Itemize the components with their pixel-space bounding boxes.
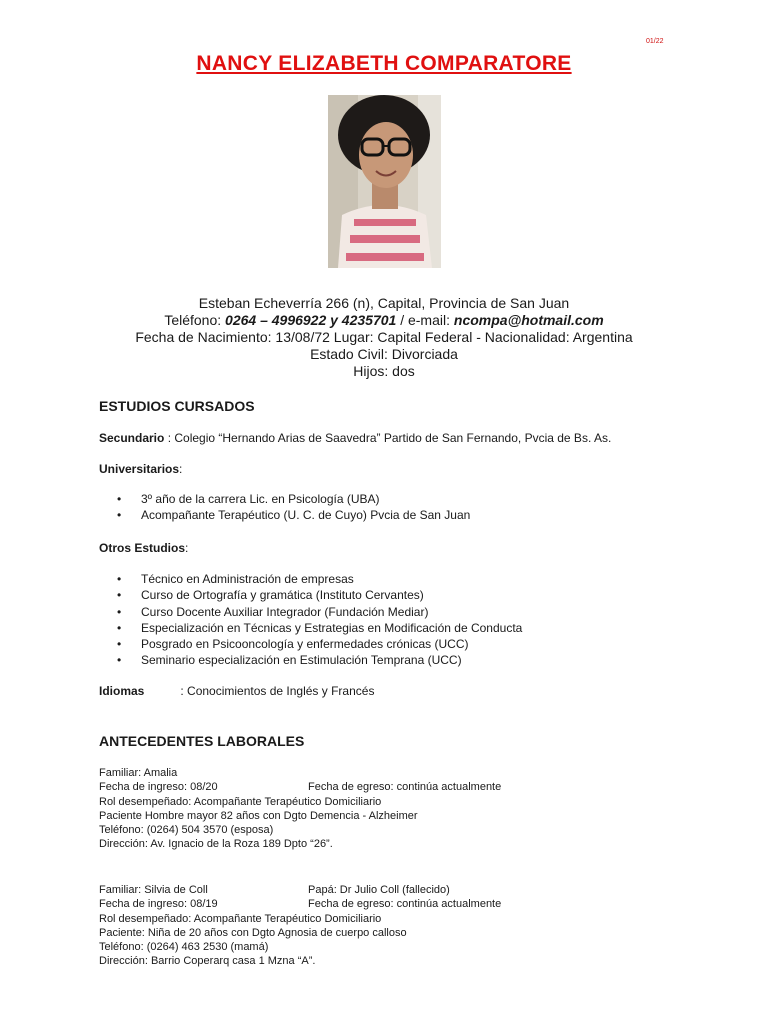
profile-photo	[328, 95, 441, 268]
job-phone: Teléfono: (0264) 463 2530 (mamá)	[99, 941, 269, 954]
job-address: Dirección: Av. Ignacio de la Roza 189 Dpto “26”.	[99, 838, 333, 851]
list-item: • Seminario especialización en Estimulación Temprana (UCC)	[117, 653, 462, 668]
job-dates	[99, 897, 659, 911]
list-item: • 3º año de la carrera Lic. en Psicología (UBA)	[117, 492, 380, 506]
phone-number: 0264 – 4996922 y 4235701	[225, 312, 397, 328]
job-end: Fecha de egreso: continúa actualmente	[308, 781, 502, 794]
other-studies-label: Otros Estudios	[99, 541, 186, 555]
job-address: Dirección: Barrio Coperarq casa 1 Mzna “A”.	[99, 955, 316, 968]
job-entry	[99, 766, 659, 852]
bullet-icon: •	[117, 620, 122, 635]
page-title: NANCY ELIZABETH COMPARATORE	[196, 52, 572, 75]
job-end: Fecha de egreso: continúa actualmente	[308, 898, 502, 911]
birth-info: Fecha de Nacimiento: 13/08/72 Lugar: Capital Federal - Nacionalidad: Argentina	[135, 329, 633, 345]
secondary-value: : Colegio “Hernando Arias de Saavedra” Partido de San Fernando, Pvcia de Bs. As.	[164, 431, 612, 445]
languages-row	[99, 683, 374, 699]
secondary-row	[99, 430, 611, 446]
secondary-label: Secundario	[99, 431, 165, 445]
languages-value: : Conocimientos de Inglés y Francés	[180, 684, 375, 698]
job-familiar-row	[99, 883, 659, 897]
university-label: Universitarios	[99, 462, 180, 476]
children-info: Hijos: dos	[353, 363, 415, 379]
job-familiar-extra: Papá: Dr Julio Coll (fallecido)	[308, 884, 450, 896]
list-item: • Acompañante Terapéutico (U. C. de Cuyo) Pvcia de San Juan	[117, 508, 471, 523]
email-address: ncompa@hotmail.com	[453, 312, 604, 328]
bullet-icon: •	[117, 588, 122, 603]
job-familiar: Familiar: Amalia	[99, 767, 178, 779]
job-familiar: Familiar: Silvia de Coll	[99, 884, 208, 896]
page-number: 01/22	[646, 38, 664, 45]
list-item: • Especialización en Técnicas y Estrategias en Modificación de Conducta	[117, 620, 523, 635]
studies-heading: ESTUDIOS CURSADOS	[99, 398, 255, 414]
bullet-icon: •	[117, 572, 122, 586]
contact-block	[0, 295, 768, 380]
phone-label: Teléfono:	[164, 312, 226, 328]
job-role: Rol desempeñado: Acompañante Terapéutico Domiciliario	[99, 795, 382, 808]
other-studies-heading: Otros Estudios:	[99, 541, 189, 555]
bullet-icon: •	[117, 492, 122, 506]
civil-status: Estado Civil: Divorciada	[310, 346, 458, 362]
list-item: • Posgrado en Psicooncología y enfermedades crónicas (UCC)	[117, 637, 469, 652]
list-item: • Técnico en Administración de empresas	[117, 572, 354, 586]
job-phone: Teléfono: (0264) 504 3570 (esposa)	[99, 824, 274, 837]
job-start: Fecha de ingreso: 08/20	[99, 781, 218, 794]
email-label: / e-mail:	[396, 312, 454, 328]
job-entry	[99, 883, 659, 969]
portrait-image	[328, 95, 441, 268]
job-role: Rol desempeñado: Acompañante Terapéutico Domiciliario	[99, 912, 382, 925]
bullet-icon: •	[117, 653, 122, 668]
list-item: • Curso de Ortografía y gramática (Instituto Cervantes)	[117, 588, 424, 603]
bullet-icon: •	[117, 508, 122, 523]
university-list	[117, 491, 470, 524]
bullet-icon: •	[117, 604, 122, 619]
work-heading: ANTECEDENTES LABORALES	[99, 733, 305, 749]
phone-email-line	[0, 312, 768, 329]
job-patient: Paciente Hombre mayor 82 años con Dgto Demencia - Alzheimer	[99, 809, 418, 822]
bullet-icon: •	[117, 637, 122, 652]
list-item: • Curso Docente Auxiliar Integrador (Fundación Mediar)	[117, 604, 429, 619]
university-heading: Universitarios:	[99, 462, 183, 476]
job-start: Fecha de ingreso: 08/19	[99, 898, 218, 911]
job-patient: Paciente: Niña de 20 años con Dgto Agnosia de cuerpo calloso	[99, 926, 407, 939]
languages-label: Idiomas	[99, 684, 145, 698]
address: Esteban Echeverría 266 (n), Capital, Provincia de San Juan	[198, 295, 570, 311]
other-studies-list	[117, 571, 522, 669]
job-dates	[99, 780, 659, 794]
